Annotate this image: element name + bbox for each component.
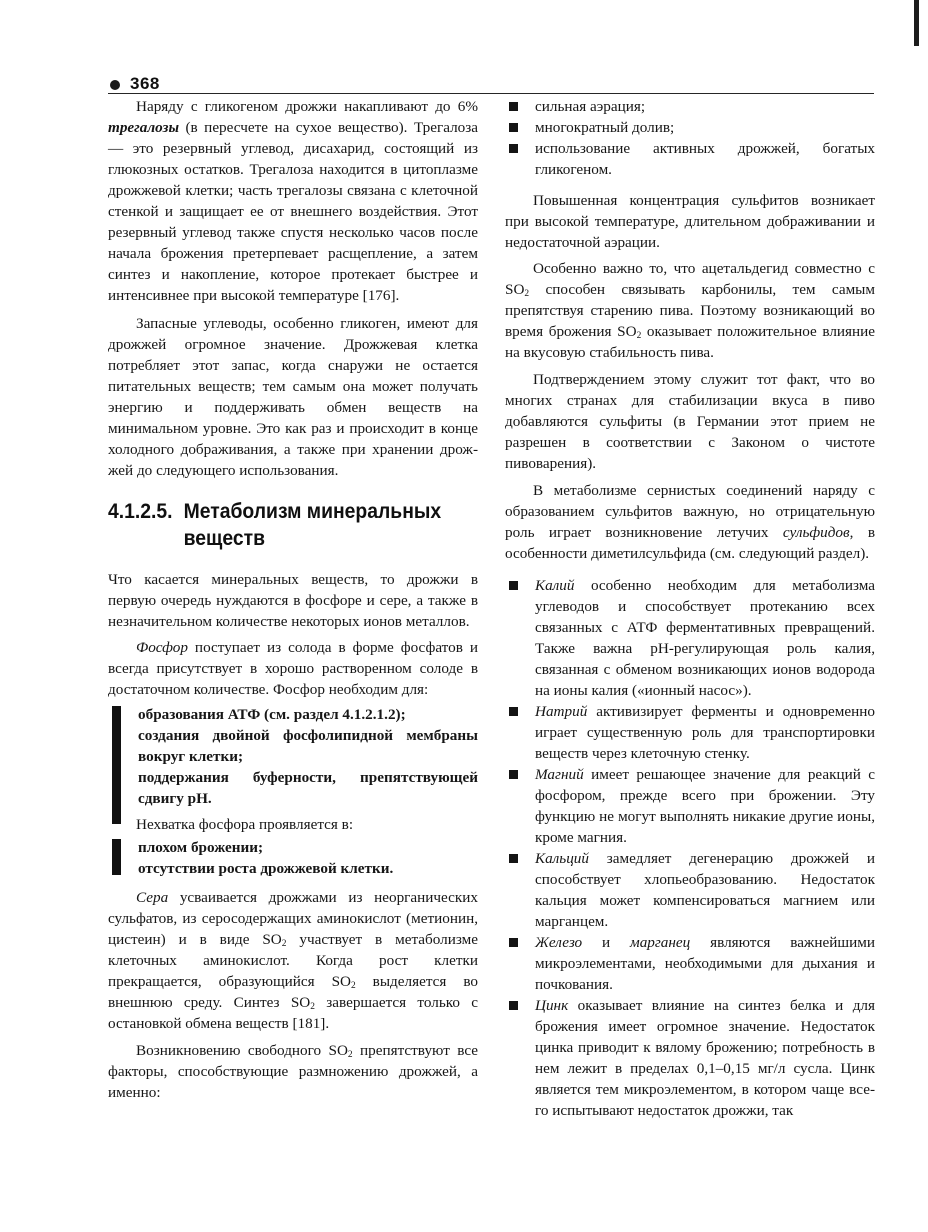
para-so2-prevention [108,1040,478,1103]
list-marker-bar [112,839,121,875]
square-bullet-icon [509,770,518,779]
para-reserve-carbohydrates-text: Запасные углеводы, особенно гликоген, имеют для дрожжей огромное значение. Дрожжевая клетка потребляет этот запас, когда снаружи не остается питательных веществ; тем самым она может получать энергию и поддерживать обмен веществ на минимальном уровне. Это как раз и происходит в конце холодного дображивания, а также при хранении дрожжей до следующего использования. [108,315,478,479]
para-sulfur-text: завершается только с остановкой обмена веществ [181]. [108,994,478,1032]
square-bullet-icon [509,123,518,132]
list-item [505,96,875,117]
list-item [505,848,875,932]
list-item-italic-term: Кальций [535,850,589,867]
para-minerals-intro-text: Что касается минеральных веществ, то дрожжи в первую очередь нуждаются в фосфоре и сере, а также в незначительном количестве некоторых ионов металлов. [108,571,478,630]
list-item-text: сильная аэрация; [535,98,646,115]
para-acetaldehyde-text: способен связывать карбонилы, тем самым препятствуя старению пива. Поэтому возникающий во время брожения SO [505,281,875,340]
subscript-2: 2 [281,938,287,949]
list-item-text: оказывает влияние на синтез белка и для брожения имеет огромное значение. Недостаток цинка приводит к вялому брожению; потребность в нем лежит в пределах 0,1–0,15 мг/л сусла. Цинк является тем микроэлементом, в котором чаще всего испытывают недостаток дрожжи, так [535,997,875,1119]
left-column [108,96,478,1103]
minerals-list [505,575,875,1121]
list-item-italic-term: Железо [535,934,583,951]
bold-list-item: создания двойной фосфолипидной мембраны вокруг клетки; [138,727,478,765]
para-glycogen-trehalose [108,96,478,306]
subscript-2: 2 [524,288,530,299]
list-item-text: особенно необходим для метаболизма углеводов и способствует протеканию всех связанных с АТФ ферментативных превращений. Также важна рН-регулирующая роль калия, связанная с обменом возникающих ионов водорода на ионы калия («ионный насос»). [535,577,875,699]
para-phosphorus-italic-term: Фосфор [136,639,188,656]
list-item-italic-term: марганец [630,934,691,951]
para-sulfur-text: усваивается дрожжами из неорганических сульфатов, из серосодержащих аминокислот (метионин, цистеин) и в виде SO [108,889,478,948]
square-bullet-icon [509,581,518,590]
list-item-italic-term: Калий [535,577,575,594]
right-column [505,96,875,1121]
list-item-text: и [582,934,630,951]
para-sulfur-compounds-text: , в особенности диметилсульфида (см. следующий раздел). [505,524,876,562]
para-phosphorus-deficiency-text: Нехватка фосфора проявляется в: [136,816,354,833]
list-item-text: имеет решающее значение для реакций с фосфором, прежде всего при брожении. Эту функцию не могут выполнять никакие другие ионы, кроме магния. [535,766,875,846]
square-bullet-icon [509,144,518,153]
para-glycogen-trehalose-term: трегалозы [108,119,179,136]
para-acetaldehyde-text: оказывает положительное влияние на вкусовую стабильность пива. [505,323,876,361]
subscript-2: 2 [351,980,356,991]
para-sulfur-compounds-italic-term: сульфидов [782,524,850,541]
list-item-text: активизирует ферменты и одновременно играет существенную роль для транспортировки веществ через клеточную стенку. [535,703,875,762]
square-bullet-icon [509,938,518,947]
page-header [108,72,874,94]
bullet-circle-icon [110,80,120,90]
bold-list-item: плохом брожении; [138,839,264,856]
para-phosphorus-deficiency [108,814,478,835]
heading-text-line1: Метаболизм минеральных [183,499,442,523]
bold-list-item: отсутствии роста дрожжевой клетки. [138,860,394,877]
list-item [505,117,875,138]
para-phosphorus-text: поступает из солода в форме фосфатов и всегда присутствует в хорошо растворенном солоде в достаточном количестве. Фосфор необходим для: [108,639,478,698]
para-glycogen-trehalose-bold-italic-term [108,119,179,136]
page-edge-bar [914,0,919,46]
para-sulfur [108,887,478,1034]
list-item-italic-term: Цинк [535,997,569,1014]
square-bullet-icon [509,1001,518,1010]
para-acetaldehyde-text: Особенно важно то, что ацетальдегид совместно с SO [505,260,875,298]
list-item [505,932,875,995]
list-item [505,701,875,764]
so2-factors-list [505,96,875,180]
list-item [505,764,875,848]
para-glycogen-trehalose-text: Наряду с гликогеном дрожжи накапливают до 6% [136,98,478,115]
list-item [505,575,875,701]
para-glycogen-trehalose-text: (в пересчете на сухое вещество). Трегалоза — это резервный углевод, дисахарид, состоящий из глюкозных остатков. Трегалоза находится в цитоплазме дрожжевой клетки; часть трегалозы связана с клеточной стенкой и защищает ее от внешнего воздействия. Этот резервный углевод также спустя несколько часов после начала брожения претерпевает расщепление, а затем синтез и накопление, которое протекает быстрее и интенсивнее при высокой температуре [176]. [108,119,478,304]
para-sulfur-compounds-text: В метаболизме сернистых соединений наряду с образованием сульфитов важную, но отрицательную роль играет возникновение летучих [505,482,875,541]
para-sulfite-concentration-text: Повышенная концентрация сульфитов возникает при высокой температуре, длительном дображивании и недостаточной аэрации. [505,192,875,251]
para-sulfite-concentration [505,190,875,253]
section-heading [108,498,477,552]
list-item [505,138,875,180]
square-bullet-icon [509,707,518,716]
list-item-text: замедляет дегенерацию дрожжей и способствует хлопьеобразованию. Недостаток кальция может компенсироваться магнием или марганцем. [535,850,875,930]
para-reserve-carbohydrates [108,313,478,481]
para-sulfur-compounds [505,480,875,564]
subscript-2: 2 [636,330,642,341]
para-acetaldehyde [505,258,875,363]
bold-list-item: поддержания буферности, препятствующей сдвигу рН. [138,769,478,807]
para-confirmation [505,369,875,474]
para-confirmation-text: Подтверждением этому служит тот факт, что во многих странах для стабилизации вкуса в пиво добавляются сульфиты (в Германии этот прием не разрешен в соответствии с Законом о чистоте пивоварения). [505,371,875,472]
list-item-italic-term: Натрий [535,703,588,720]
phosphorus-deficiency-list [108,837,478,879]
list-item-text: использование активных дрожжей, богатых гликогеном. [535,140,875,178]
para-sulfur-text: выделяется во внешнюю среду. Синтез SO [108,973,478,1011]
page-number: 368 [130,74,160,93]
para-so2-prevention-text: препятствуют все факторы, способствующие размножению дрожжей, а именно: [108,1042,478,1101]
square-bullet-icon [509,102,518,111]
para-phosphorus [108,637,478,700]
para-minerals-intro [108,569,478,632]
header-rule [108,93,874,94]
phosphorus-needs-list [108,704,478,809]
square-bullet-icon [509,854,518,863]
list-item [505,995,875,1121]
subscript-2: 2 [347,1049,353,1060]
para-so2-prevention-text: Возникновению свободного SO [136,1042,348,1059]
subscript-2: 2 [310,1001,315,1012]
list-marker-bar [112,706,121,824]
para-sulfur-italic-term: Сера [136,889,169,906]
heading-number: 4.1.2.5. [108,499,173,523]
heading-text-line2: веществ [183,526,265,550]
list-item-text: многократный долив; [535,119,675,136]
para-sulfur-text: участвует в метаболизме клеточных аминокислот. Когда рост клетки прекращается, образующийся SO [108,931,478,990]
bold-list-item: образования АТФ (см. раздел 4.1.2.1.2); [138,706,406,723]
list-item-text: являются важнейшими микроэлементами, необходимыми для дыхания и почкования. [535,934,875,993]
list-item-italic-term: Магний [535,766,584,783]
